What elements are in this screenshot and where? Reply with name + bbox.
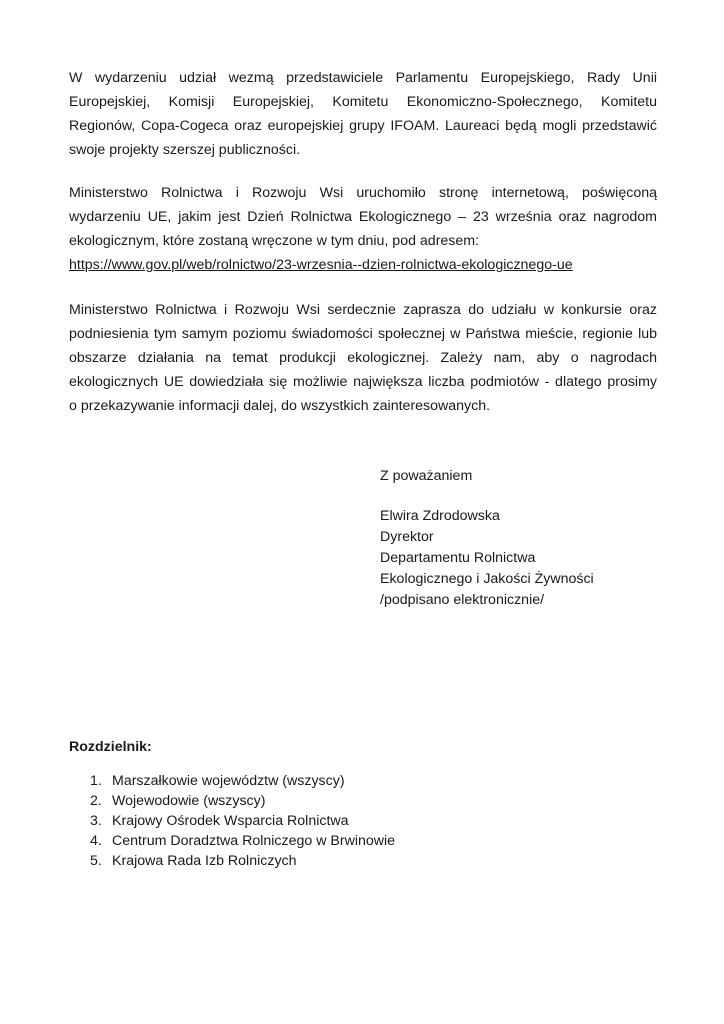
distribution-list-section (69, 737, 395, 871)
signature-note: /podpisano elektronicznie/ (380, 592, 545, 608)
text-line: Ministerstwo Rolnictwa i Rozwoju Wsi serdecznie zaprasza do udziału w konkursie oraz (69, 302, 657, 318)
paragraph-website-info (69, 181, 657, 277)
list-number: 2. (90, 793, 102, 809)
text-line: W wydarzeniu udział wezmą przedstawiciele Parlamentu Europejskiego, Rady Unii (69, 70, 657, 86)
text-line: podniesienia tym samym poziomu świadomości społecznej w Państwa mieście, regionie lub (69, 326, 657, 342)
list-item-label: Wojewodowie (wszyscy) (112, 793, 266, 809)
text-line: swoje projekty szerszej publiczności. (69, 142, 301, 158)
list-number: 4. (90, 833, 102, 849)
signer-department: Ekologicznego i Jakości Żywności (380, 571, 594, 587)
text-line: obszarze działania na temat produkcji ekologicznej. Zależy nam, aby o nagrodach (69, 350, 657, 366)
text-line: ekologicznych UE dowiedziała się możliwie największa liczba podmiotów - dlatego prosimy (69, 374, 657, 390)
list-number: 3. (90, 813, 102, 829)
text-line: o przekazywanie informacji dalej, do wszystkich zainteresowanych. (69, 398, 491, 414)
paragraph-invitation (69, 298, 657, 418)
text-line: ekologicznym, które zostaną wręczone w tym dniu, pod adresem: (69, 233, 480, 249)
list-number: 1. (90, 773, 102, 789)
signer-name: Elwira Zdrodowska (380, 508, 500, 524)
distribution-list (69, 771, 395, 871)
list-item (69, 771, 395, 791)
signature-block (380, 466, 594, 611)
signer-department: Departamentu Rolnictwa (380, 550, 536, 566)
list-item-label: Centrum Doradztwa Rolniczego w Brwinowie (112, 833, 396, 849)
list-item (69, 851, 395, 871)
text-line: Europejskiej, Komisji Europejskiej, Komitetu Ekonomiczno-Społecznego, Komitetu (69, 94, 657, 110)
signer-title: Dyrektor (380, 529, 434, 545)
list-item-label: Krajowy Ośrodek Wsparcia Rolnictwa (112, 813, 349, 829)
list-item (69, 811, 395, 831)
text-line: wydarzeniu UE, jakim jest Dzień Rolnictwa Ekologicznego – 23 września oraz nagrodom (69, 209, 657, 225)
list-item (69, 791, 395, 811)
list-number: 5. (90, 853, 102, 869)
list-item-label: Marszałkowie województw (wszyscy) (112, 773, 345, 789)
list-item (69, 831, 395, 851)
text-line: Ministerstwo Rolnictwa i Rozwoju Wsi uruchomiło stronę internetową, poświęconą (69, 185, 657, 201)
closing-phrase: Z poważaniem (380, 468, 473, 484)
text-line: Regionów, Copa-Cogeca oraz europejskiej grupy IFOAM. Laureaci będą mogli przedstawić (69, 118, 657, 134)
website-link[interactable]: https://www.gov.pl/web/rolnictwo/23-wrzesnia--dzien-rolnictwa-ekologicznego-ue (69, 257, 573, 273)
paragraph-event-participants (69, 66, 657, 162)
list-item-label: Krajowa Rada Izb Rolniczych (112, 853, 297, 869)
distribution-title: Rozdzielnik: (69, 739, 152, 755)
